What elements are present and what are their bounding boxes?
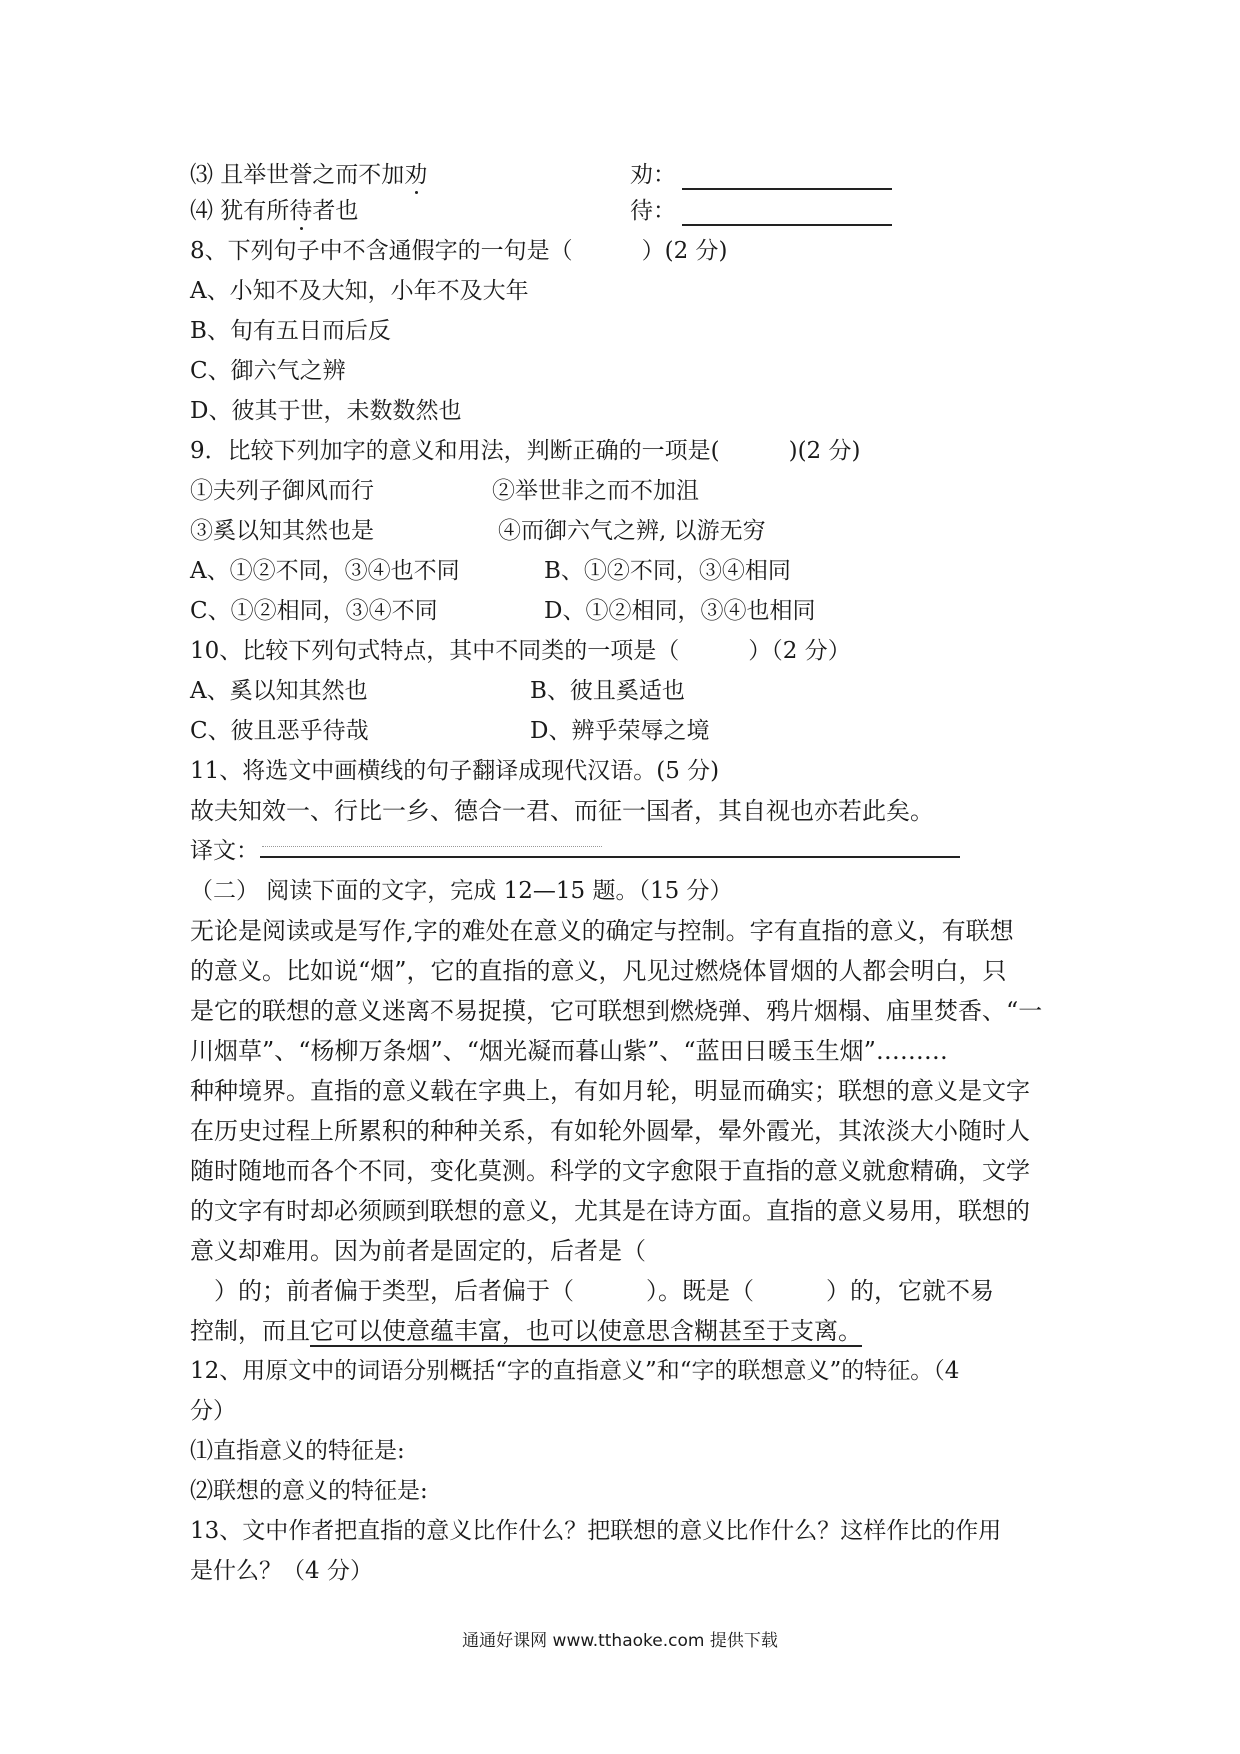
q7-item-4-blank[interactable] [682, 202, 892, 226]
q8-option-c: C、御六气之辨 [190, 358, 346, 384]
q9-option-b: B、①②不同，③④相同 [544, 558, 791, 584]
q8-option-b: B、旬有五日而后反 [190, 318, 391, 344]
q9-item-3: ③奚以知其然也是 [190, 518, 374, 544]
q11-sentence: 故夫知效一、行比一乡、德合一君、而征一国者，其自视也亦若此矣。 [190, 797, 934, 825]
q7-item-4-label: 待： [630, 198, 676, 224]
q8-option-a: A、小知不及大知，小年不及大年 [190, 278, 529, 304]
page-footer: 通通好课网 www.tthaoke.com 提供下载 [462, 1631, 778, 1651]
q10-option-b: B、彼且奚适也 [530, 678, 685, 704]
q10-option-c: C、彼且恶乎待哉 [190, 718, 369, 744]
passage-line-6: 在历史过程上所累积的种种关系，有如轮外圆晕，晕外霞光，其浓淡大小随时人 [190, 1117, 1030, 1145]
q9-option-d: D、①②相同，③④也相同 [544, 598, 816, 624]
q12-sub-1: ⑴直指意义的特征是: [190, 1438, 405, 1464]
passage-line-7: 随时随地而各个不同，变化莫测。科学的文字愈限于直指的意义就愈精确，文学 [190, 1157, 1030, 1185]
q7-item-4-text-pre: ⑷ 犹有所 [190, 198, 290, 224]
q9-items-row-2 [190, 516, 766, 546]
passage-line-5: 种种境界。直指的意义载在字典上，有如月轮，明显而确实；联想的意义是文字 [190, 1077, 1030, 1105]
passage-underlined-sentence: 它可以使意蕴丰富，也可以使意思含糊甚至于支离。 [310, 1317, 862, 1345]
q11-stem: 11、将选文中画横线的句子翻译成现代汉语。(5 分) [190, 758, 720, 784]
q7-item-3-label: 劝： [630, 162, 676, 188]
q10-stem: 10、比较下列句式特点，其中不同类的一项是（ ）（2 分） [190, 638, 851, 664]
q9-item-4: ④而御六气之辨, 以游无穷 [498, 518, 766, 544]
q7-item-4-text-post: 者也 [312, 198, 359, 224]
q12-stem-line-1: 12、用原文中的词语分别概括“字的直指意义”和“字的联想意义”的特征。（4 [190, 1358, 960, 1384]
q13-stem-line-1: 13、文中作者把直指的意义比作什么？把联想的意义比作什么？这样作比的作用 [190, 1518, 1002, 1544]
q12-sub-2: ⑵联想的意义的特征是: [190, 1478, 428, 1504]
q10-options-row-1 [190, 676, 685, 706]
q9-option-a: A、①②不同，③④也不同 [190, 558, 460, 584]
passage-line-10: ）的；前者偏于类型，后者偏于（ ）。既是（ ）的，它就不易 [190, 1277, 994, 1305]
passage-line-9: 意义却难用。因为前者是固定的，后者是（ [190, 1237, 646, 1265]
q11-answer-line[interactable] [260, 856, 960, 858]
q7-item-4-answer [630, 196, 892, 226]
q9-item-1: ①夫列子御风而行 [190, 478, 374, 504]
passage-line-3: 是它的联想的意义迷离不易捉摸，它可联想到燃烧弹、鸦片烟榻、庙里焚香、“一 [190, 997, 1043, 1025]
q13-stem-line-2: 是什么？（4 分） [190, 1558, 373, 1584]
passage-line-8: 的文字有时却必须顾到联想的意义，尤其是在诗方面。直指的意义易用，联想的 [190, 1197, 1030, 1225]
q7-item-4-dotted-char: 待 [289, 198, 313, 224]
q7-item-3 [190, 160, 676, 190]
q9-item-2: ②举世非之而不加沮 [492, 478, 699, 504]
q8-option-d: D、彼其于世，未数数然也 [190, 398, 462, 424]
passage-line-11 [190, 1316, 862, 1346]
passage-line-1: 无论是阅读或是写作,字的难处在意义的确定与控制。字有直指的意义，有联想 [190, 917, 1014, 945]
q11-answer-dots [262, 846, 602, 847]
q9-options-row-2 [190, 596, 816, 626]
q9-option-c: C、①②相同，③④不同 [190, 598, 438, 624]
q7-item-3-blank[interactable] [682, 166, 892, 190]
passage-line-2: 的意义。比如说“烟”，它的直指的意义，凡见过燃烧体冒烟的人都会明白，只 [190, 957, 1007, 985]
passage-line-4: 川烟草”、“杨柳万条烟”、“烟光凝而暮山紫”、“蓝田日暖玉生烟”……… [190, 1037, 948, 1065]
q11-answer-label: 译文： [190, 838, 259, 864]
q10-option-d: D、辨乎荣辱之境 [530, 718, 710, 744]
q12-stem-line-2: 分） [190, 1398, 236, 1424]
section2-heading: （二） 阅读下面的文字，完成 12—15 题。（15 分） [190, 878, 733, 904]
q7-item-4 [190, 196, 676, 226]
q10-options-row-2 [190, 716, 710, 746]
q9-stem: 9．比较下列加字的意义和用法，判断正确的一项是( )(2 分) [190, 438, 861, 464]
q10-option-a: A、奚以知其然也 [190, 678, 368, 704]
q7-item-3-dotted-char: 劝 [404, 162, 428, 188]
q7-item-3-answer [630, 160, 892, 190]
q7-item-3-text: ⑶ 且举世誉之而不加 [190, 162, 405, 188]
passage-line-11-pre: 控制，而且 [190, 1317, 310, 1345]
q9-options-row-1 [190, 556, 791, 586]
q9-items-row-1 [190, 476, 699, 506]
q8-stem: 8、下列句子中不含通假字的一句是（ ）(2 分) [190, 238, 728, 264]
